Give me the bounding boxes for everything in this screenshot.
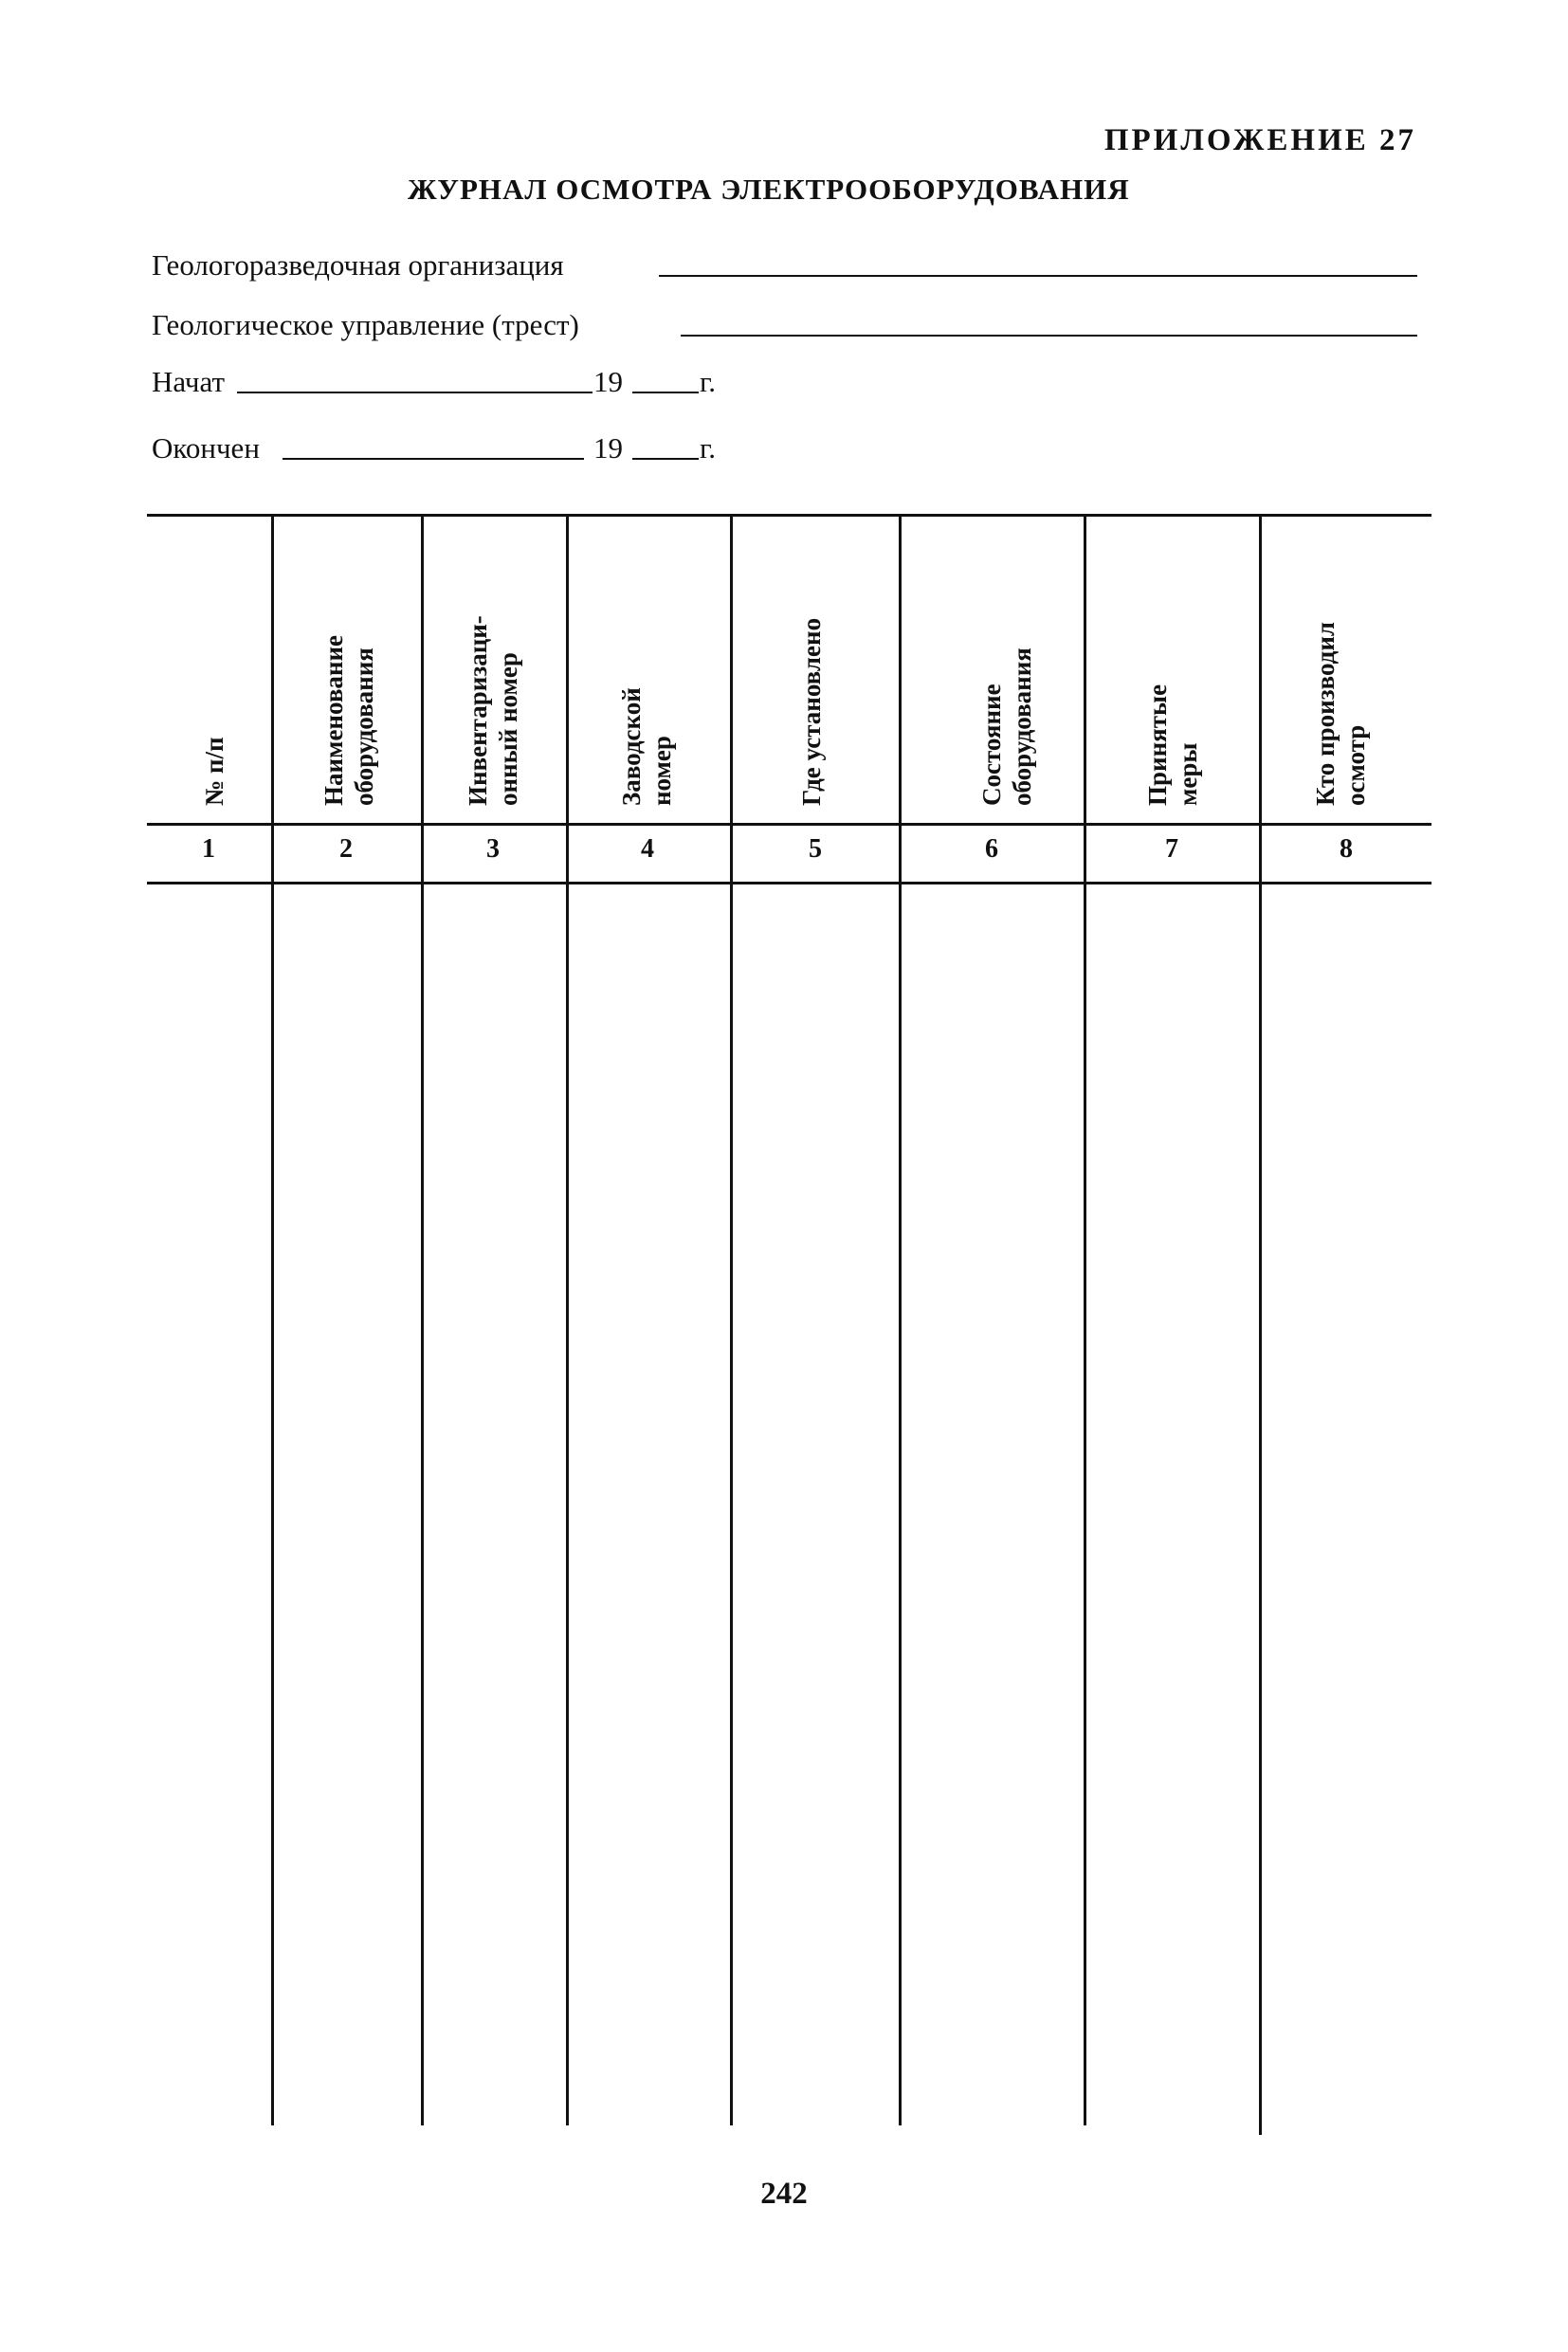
header-bottom-rule <box>147 823 1431 826</box>
started-label: Начат <box>152 365 226 398</box>
finished-year-suffix: г. <box>700 431 716 465</box>
started-year-prefix: 19 <box>593 365 623 398</box>
started-date-blank[interactable] <box>237 392 593 393</box>
column-divider <box>421 514 424 2125</box>
column-number: 3 <box>486 834 500 864</box>
column-divider <box>899 514 902 2125</box>
column-number-rule <box>147 882 1431 884</box>
column-number: 6 <box>985 834 998 864</box>
directorate-label: Геологическое управлениe (трест) <box>152 308 579 341</box>
column-number: 5 <box>809 834 822 864</box>
page-number: 242 <box>760 2177 808 2211</box>
column-number: 2 <box>339 834 353 864</box>
directorate-blank[interactable] <box>681 335 1417 337</box>
finished-label: Окончен <box>152 431 260 465</box>
started-year-blank[interactable] <box>632 392 699 393</box>
document-title: ЖУРНАЛ ОСМОТРА ЭЛЕКТРООБОРУДОВАНИЯ <box>408 173 1130 206</box>
column-divider <box>1259 514 1262 2135</box>
column-divider <box>271 514 274 2125</box>
column-divider <box>1084 514 1086 2125</box>
column-number: 7 <box>1165 834 1178 864</box>
column-divider <box>730 514 733 2125</box>
column-divider <box>566 514 569 2125</box>
finished-year-blank[interactable] <box>632 458 699 460</box>
column-number: 1 <box>202 834 215 864</box>
column-number: 8 <box>1340 834 1353 864</box>
finished-year-prefix: 19 <box>593 431 623 465</box>
table-top-rule <box>147 514 1431 517</box>
started-year-suffix: г. <box>700 365 716 398</box>
organization-label: Геологоразведочная организация <box>152 248 564 282</box>
organization-blank[interactable] <box>659 275 1417 277</box>
finished-date-blank[interactable] <box>283 458 584 460</box>
appendix-label: ПРИЛОЖЕНИЕ 27 <box>1103 123 1416 157</box>
column-number: 4 <box>641 834 654 864</box>
